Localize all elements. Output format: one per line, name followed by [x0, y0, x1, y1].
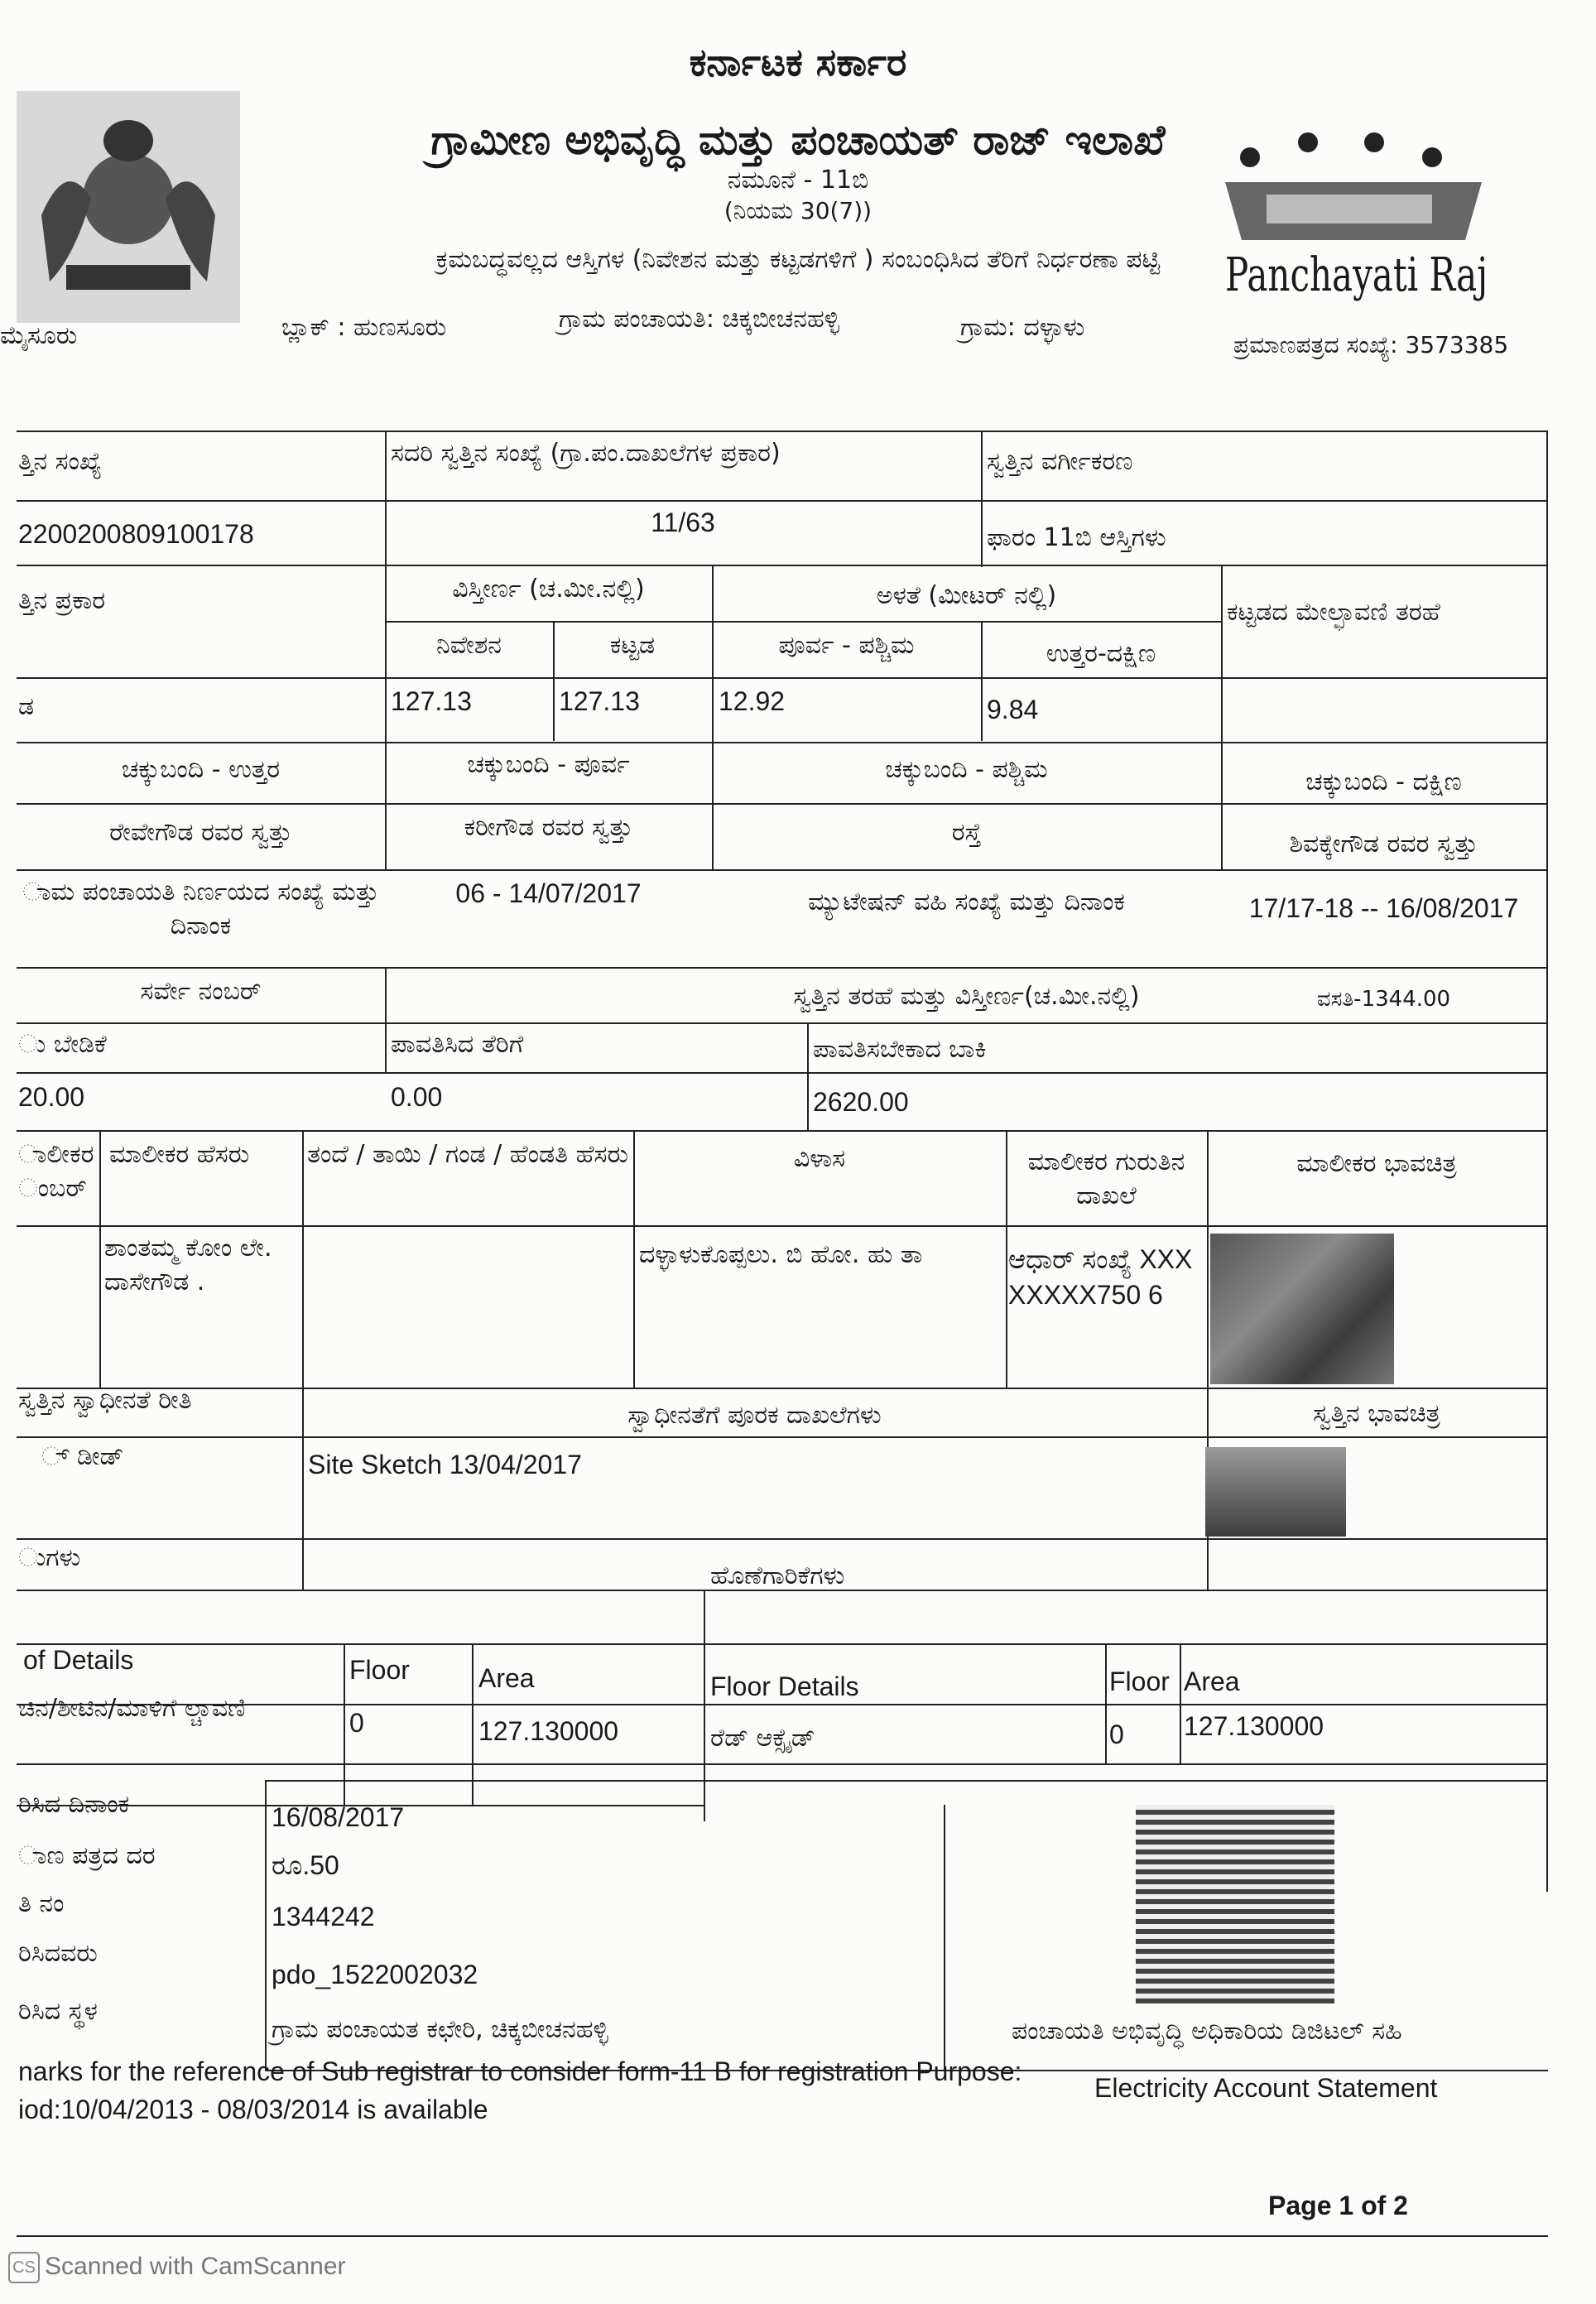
- site-area-value: 127.13: [391, 686, 472, 716]
- tax-balance-label: ಪಾವತಿಸಬೇಕಾದ ಬಾಕಿ: [813, 1035, 987, 1064]
- area-left-header: Area: [478, 1663, 535, 1693]
- owner-photo-label: ಮಾಲೀಕರ ಭಾವಚಿತ್ರ: [1296, 1149, 1457, 1178]
- camscanner-watermark: [8, 2252, 346, 2283]
- issue-date-value: 16/08/2017: [272, 1802, 405, 1832]
- receipt-number-label: ತಿ ನಂ: [18, 1889, 65, 1918]
- east-west-label: ಪೂರ್ವ - ಪಶ್ಚಿಮ: [778, 631, 915, 660]
- boundary-east-value: ಕರೀಗೌಡ ರವರ ಸ್ವತ್ತು: [464, 813, 633, 842]
- property-number-value: 2200200809100178: [18, 519, 254, 549]
- liabilities-label: ಹೊಣೆಗಾರಿಕೆಗಳು: [710, 1561, 845, 1590]
- roof-type-label: ಕಟ್ಟಡದ ಮೇಲ್ಛಾವಣಿ ತರಹೆ: [1227, 598, 1440, 627]
- remarks-line-1: narks for the reference of Sub registrar to consider form-11 B for registration Purpose:: [18, 2056, 1022, 2086]
- floor-details-right-label: Floor Details: [710, 1671, 859, 1701]
- remarks-line-2: iod:10/04/2013 - 08/03/2014 is available: [18, 2095, 488, 2124]
- owner-number-label: ಾಲೀಕರ ಂಬರ್: [18, 1140, 94, 1203]
- owner-id-label: ಮಾಲೀಕರ ಗುರುತಿನ ದಾಖಲೆ: [1027, 1147, 1185, 1210]
- panchayati-raj-logo-text: Panchayati Raj: [1225, 248, 1488, 302]
- property-kind-area-value: ವಸತಿ-1344.00: [1316, 987, 1451, 1012]
- owner-address-value: ದಳ್ಳಾಳುಕೊಪ್ಪಲು. ಬಿ ಹೋ. ಹು ತಾ: [639, 1240, 923, 1269]
- mutation-register-value: 17/17-18 -- 16/08/2017: [1248, 893, 1519, 923]
- camscanner-text: Scanned with CamScanner: [45, 2252, 346, 2280]
- boundary-west-value: ರಸ್ತೆ: [951, 818, 982, 847]
- rule-number: (ನಿಯಮ 30(7)): [723, 197, 873, 224]
- area-right-header: Area: [1184, 1667, 1240, 1696]
- supporting-docs-label: ಸ್ವಾಧೀನತೆಗೆ ಪೂರಕ ದಾಖಲೆಗಳು: [627, 1401, 882, 1430]
- relative-name-label: ತಂದೆ / ತಾಯಿ / ಗಂಡ / ಹೆಂಡತಿ ಹೆಸರು: [307, 1140, 628, 1169]
- north-south-value: 9.84: [987, 695, 1039, 724]
- issue-date-label: ರಿಸಿದ ದಿನಾಂಕ: [18, 1790, 130, 1819]
- address-label: ವಿಳಾಸ: [793, 1144, 846, 1173]
- page-number: Page 1 of 2: [1268, 2191, 1408, 2220]
- issued-by-label: ರಿಸಿದವರು: [18, 1939, 98, 1968]
- certificate-fee-label: ಾಣ ಪತ್ರದ ದರ: [18, 1841, 156, 1870]
- property-photo: [1205, 1447, 1346, 1537]
- boundary-east-label: ಚಕ್ಕುಬಂದಿ - ಪೂರ್ವ: [467, 750, 630, 779]
- dimensions-label: ಅಳತೆ (ಮೀಟರ್ ನಲ್ಲಿ): [876, 581, 1057, 610]
- floor-right-header: Floor: [1109, 1667, 1170, 1696]
- owner-photo: [1210, 1234, 1394, 1384]
- east-west-value: 12.92: [719, 686, 786, 716]
- department-title: ಗ್ರಾಮೀಣ ಅಭಿವೃದ್ಧಿ ಮತ್ತು ಪಂಚಾಯತ್ ರಾಜ್ ಇಲಾಖೆ: [430, 116, 1166, 164]
- building-area-value: 127.13: [559, 686, 640, 716]
- gp-decision-value: 06 - 14/07/2017: [455, 878, 642, 908]
- boundary-west-label: ಚಕ್ಕುಬಂದಿ - ಪಶ್ಚಿಮ: [885, 755, 1048, 784]
- gp-record-number-label: ಸದರಿ ಸ್ವತ್ತಿನ ಸಂಖ್ಯೆ (ಗ್ರಾ.ಪಂ.ದಾಖಲೆಗಳ ಪ್ರಕಾರ): [391, 439, 781, 468]
- gp-decision-label: ಾಮ ಪಂಚಾಯತಿ ನಿರ್ಣಯದ ಸಂಖ್ಯೆ ಮತ್ತು ದಿನಾಂಕ: [22, 878, 379, 940]
- floor-left-header: Floor: [349, 1655, 410, 1685]
- boundary-north-value: ರೇವೇಗೌಡ ರವರ ಸ್ವತ್ತು: [109, 818, 292, 847]
- floor-material-right: ರೆಡ್ ಆಕ್ಸೈಡ್: [710, 1724, 815, 1753]
- mutation-register-label: ಮ್ಯುಟೇಷನ್ ವಹಿ ಸಂಖ್ಯೆ ಮತ್ತು ದಿನಾಂಕ: [808, 887, 1125, 916]
- property-classification-label: ಸ್ವತ್ತಿನ ವರ್ಗೀಕರಣ: [987, 447, 1133, 476]
- certificate-number: ಪ್ರಮಾಣಪತ್ರದ ಸಂಖ್ಯೆ: 3573385: [1233, 331, 1509, 358]
- north-south-label: ಉತ್ತರ-ದಕ್ಷಿಣ: [1046, 639, 1156, 668]
- property-classification-value: ಫಾರಂ 11ಬಿ ಆಸ್ತಿಗಳು: [987, 523, 1166, 552]
- property-kind-area-label: ಸ್ವತ್ತಿನ ತರಹೆ ಮತ್ತು ವಿಸ್ತೀರ್ಣ(ಚ.ಮೀ.ನಲ್ಲಿ): [793, 982, 1140, 1011]
- tax-balance-value: 2620.00: [813, 1087, 909, 1117]
- floor-right-value: 0: [1109, 1720, 1124, 1749]
- area-right-value: 127.130000: [1184, 1711, 1324, 1741]
- owner-name-label: ಮಾಲೀಕರ ಹೆಸರು: [109, 1140, 250, 1169]
- karnataka-emblem-icon: [17, 91, 240, 323]
- building-area-label: ಕಟ್ಟಡ: [609, 631, 656, 660]
- possession-type-label: ಸ್ವತ್ತಿನ ಸ್ವಾಧೀನತೆ ರೀತಿ: [18, 1386, 192, 1415]
- area-label: ವಿಸ್ತೀರ್ಣ (ಚ.ಮೀ.ನಲ್ಲಿ): [452, 575, 645, 604]
- tax-demand-label: ು ಬೇಡಿಕೆ: [18, 1030, 107, 1059]
- village-label: ಗ್ರಾಮ: ದಳ್ಳಾಳು: [960, 313, 1085, 342]
- owner-name-value: ಶಾಂತಮ್ಮ ಕೋಂ ಲೇ. ದಾಸೇಗೌಡ .: [104, 1234, 272, 1296]
- qr-code-icon: [1136, 1805, 1334, 2003]
- district-label: ಮೈಸೂರು: [0, 321, 78, 350]
- gp-record-number-value: 11/63: [651, 507, 715, 537]
- issued-by-value: pdo_1522002032: [272, 1960, 478, 1989]
- remarks-line-1b: Electricity Account Statement: [1094, 2073, 1438, 2103]
- property-number-label: ತ್ತಿನ ಸಂಖ್ಯೆ: [18, 447, 103, 476]
- site-area-label: ನಿವೇಶನ: [436, 631, 502, 660]
- form-subtitle: ಕ್ರಮಬದ್ಧವಲ್ಲದ ಆಸ್ತಿಗಳ (ನಿವೇಶನ ಮತ್ತು ಕಟ್ಟಡಗಳಿಗೆ ) ಸಂಬಂಧಿಸಿದ ತೆರಿಗೆ ನಿರ್ಧರಣಾ ಪಟ್ಟಿ: [435, 245, 1161, 274]
- certificate-fee-value: ರೂ.50: [272, 1850, 339, 1880]
- boundary-north-label: ಚಕ್ಕುಬಂದಿ - ಉತ್ತರ: [121, 755, 281, 784]
- boundary-south-value: ಶಿವಕ್ಕೇಗೌಡ ರವರ ಸ್ವತ್ತು: [1289, 830, 1478, 859]
- tax-paid-label: ಪಾವತಿಸಿದ ತೆರಿಗೆ: [391, 1030, 524, 1059]
- panchayati-raj-logo-icon: [1217, 132, 1490, 257]
- block-label: ಬ್ಲಾಕ್ : ಹುಣಸೂರು: [281, 313, 447, 342]
- supporting-docs-value: Site Sketch 13/04/2017: [308, 1450, 582, 1479]
- floor-left-value: 0: [349, 1708, 364, 1738]
- receipt-number-value: 1344242: [272, 1902, 375, 1931]
- digital-signature-label: ಪಂಚಾಯತಿ ಅಭಿವೃದ್ಧಿ ಅಧಿಕಾರಿಯ ಡಿಜಿಟಲ್ ಸಹಿ: [1012, 2017, 1402, 2046]
- camscanner-logo-icon: CS: [8, 2252, 40, 2283]
- roof-material-left: ಚಿನ/ಶೀಟಿನ/ಮಾಳಿಗೆ ಲ್ಚಾವಣಿ: [18, 1694, 246, 1723]
- boundary-south-label: ಚಕ್ಕುಬಂದಿ - ದಕ್ಷಿಣ: [1305, 767, 1462, 796]
- property-type-value: ಡ: [18, 692, 35, 721]
- survey-number-label: ಸರ್ವೇ ನಂಬರ್: [140, 977, 262, 1006]
- gram-panchayat-label: ಗ್ರಾಮ ಪಂಚಾಯತಿ: ಚಿಕ್ಕಬೀಚನಹಳ್ಳಿ: [559, 305, 839, 334]
- rights-label: ುಗಳು: [18, 1543, 81, 1572]
- form-number: ನಮೂನೆ - 11ಬಿ: [727, 166, 869, 195]
- government-title: ಕರ್ನಾಟಕ ಸರ್ಕಾರ: [689, 40, 907, 84]
- possession-type-value: ್ ಡೀಡ್: [41, 1442, 124, 1471]
- property-type-label: ತ್ತಿನ ಪ್ರಕಾರ: [18, 586, 106, 615]
- floor-details-left-label: of Details: [23, 1645, 134, 1675]
- tax-paid-value: 0.00: [391, 1082, 443, 1112]
- tax-demand-value: 20.00: [18, 1082, 85, 1112]
- property-photo-label: ಸ್ವತ್ತಿನ ಭಾವಚಿತ್ರ: [1313, 1399, 1440, 1428]
- area-left-value: 127.130000: [478, 1716, 619, 1746]
- owner-id-value: ಆಧಾರ್ ಸಂಖ್ಯೆ XXXXXXXX750 6: [1008, 1244, 1193, 1311]
- issue-place-value: ಗ್ರಾಮ ಪಂಚಾಯತ ಕಛೇರಿ, ಚಿಕ್ಕಬೀಚನಹಳ್ಳಿ: [272, 2015, 608, 2044]
- issue-place-label: ರಿಸಿದ ಸ್ಥಳ: [18, 1997, 98, 2026]
